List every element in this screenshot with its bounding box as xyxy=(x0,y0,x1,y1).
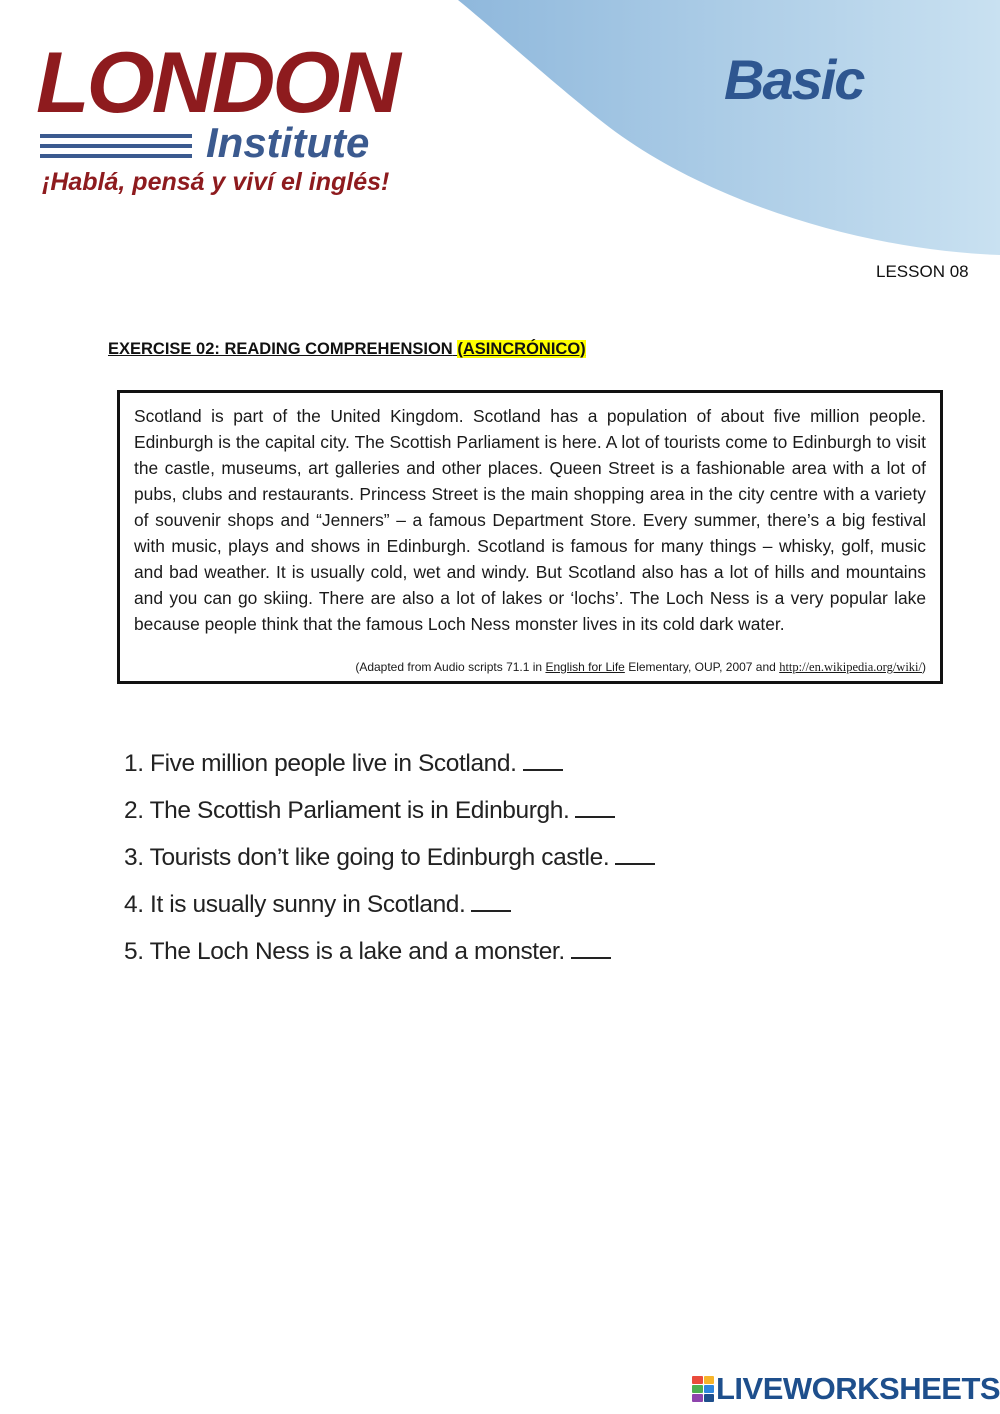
question-text: 2. The Scottish Parliament is in Edinburgh. xyxy=(124,797,570,824)
lesson-label: LESSON 08 xyxy=(876,262,969,281)
footer-brand-text: LIVEWORKSHEETS xyxy=(716,1371,1000,1406)
question-text: 3. Tourists don’t like going to Edinburgh castle. xyxy=(124,844,610,871)
brand-logo-title: LONDON xyxy=(36,35,398,131)
source-suffix: ) xyxy=(922,660,926,674)
question-item xyxy=(124,928,655,975)
source-book-title: English for Life xyxy=(545,660,625,674)
footer-brand xyxy=(692,1373,1000,1404)
answer-blank[interactable] xyxy=(523,749,563,771)
question-item xyxy=(124,787,655,834)
question-text: 5. The Loch Ness is a lake and a monster. xyxy=(124,938,565,965)
level-badge: Basic xyxy=(724,48,864,111)
exercise-title-text: EXERCISE 02: READING COMPREHENSION xyxy=(108,340,453,358)
question-item xyxy=(124,834,655,881)
question-list xyxy=(124,740,655,975)
source-middle: Elementary, OUP, 2007 and xyxy=(628,660,776,674)
answer-blank[interactable] xyxy=(571,937,611,959)
reading-source-citation xyxy=(355,660,926,675)
question-text: 1. Five million people live in Scotland. xyxy=(124,750,517,777)
answer-blank[interactable] xyxy=(575,796,615,818)
exercise-mode-highlight: (ASINCRÓNICO) xyxy=(457,340,586,358)
exercise-title xyxy=(108,340,586,359)
brand-logo-subtitle: Institute xyxy=(206,119,370,166)
answer-blank[interactable] xyxy=(615,843,655,865)
source-prefix: (Adapted from Audio scripts 71.1 in xyxy=(355,660,543,674)
liveworksheets-logo-icon xyxy=(692,1376,714,1402)
question-item xyxy=(124,740,655,787)
brand-tagline: ¡Hablá, pensá y viví el inglés! xyxy=(42,168,390,196)
question-text: 4. It is usually sunny in Scotland. xyxy=(124,891,466,918)
source-url-link[interactable]: http://en.wikipedia.org/wiki/ xyxy=(779,660,922,674)
reading-passage-text: Scotland is part of the United Kingdom. Scotland has a population of about five million people. Edinburgh is the capital city. The Scottish Parliament is here. A lot of tourists come to Edinburgh to visit the castle, museums, art galleries and other places. Queen Street is a fashionable area with a lot of pubs, clubs and restaurants. Princess Street is the main shopping area in the city centre with a variety of souvenir shops and “Jenners” – a famous Department Store. Every summer, there’s a big festival with music, plays and shows in Edinburgh. Scotland is famous for many things – whisky, golf, music and bad weather. It is usually cold, wet and windy. But Scotland also has a lot of hills and mountains and you can go skiing. There are also a lot of lakes or ‘lochs’. The Loch Ness is a very popular lake because people think that the famous Loch Ness monster lives in its cold dark water. xyxy=(134,406,926,634)
answer-blank[interactable] xyxy=(471,890,511,912)
brand-logo-lines xyxy=(40,134,192,160)
question-item xyxy=(124,881,655,928)
reading-passage-box xyxy=(117,390,943,684)
